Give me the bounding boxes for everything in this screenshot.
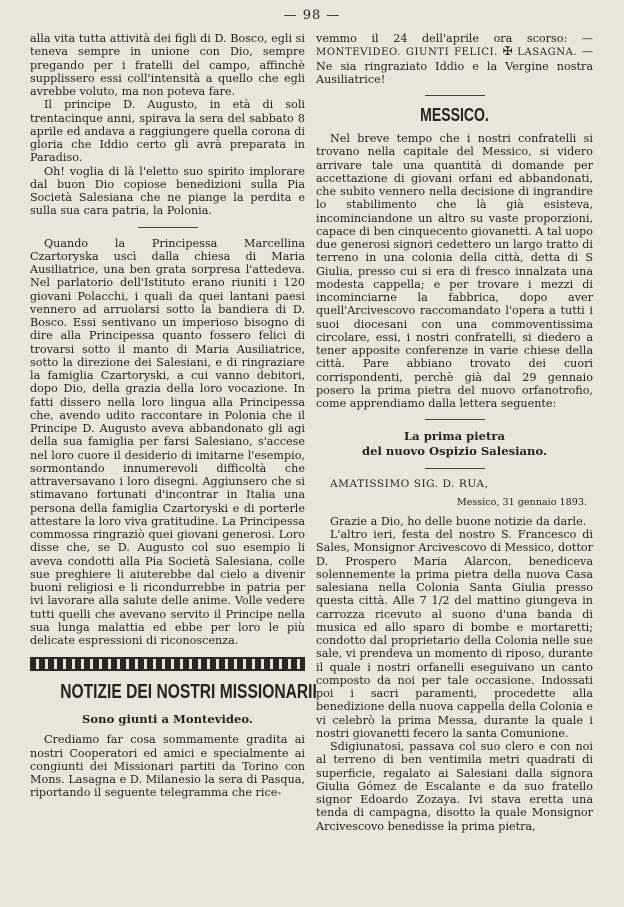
subheading: Sono giunti a Montevideo.: [82, 712, 253, 727]
paragraph: Oh! voglia di là l'eletto suo spirito implorare dal buon Dio copiose benedizioni sulla Pia Società Salesiana che ne piange la perdita e sulla sua cara patria, la Polonia.: [30, 164, 305, 218]
divider: [425, 95, 485, 96]
subheading: [316, 429, 593, 459]
dateline: Messico, 31 gennaio 1893.: [456, 496, 587, 508]
divider: [425, 468, 485, 469]
section-title: NOTIZIE DEI NOSTRI MISSIONARII: [60, 681, 317, 704]
page-number: — 98 —: [283, 8, 341, 23]
telegram-text: MONTEVIDEO. GIUNTI FELICI.: [316, 47, 498, 59]
paragraph: Grazie a Dio, ho delle buone notizie da darle.: [330, 514, 587, 528]
right-column: [316, 32, 593, 833]
cross-icon: ✠: [502, 44, 513, 59]
paragraph: L'altro ieri, festa del nostro S. Francesco di Sales, Monsignor Arcivescovo di Messico, dottor D. Prospero Maria Alarcon, benediceva solennemente la prima pietra della nuova Casa salesiana nella Colonia Santa Giulia presso questa città. Alle 7 1/2 del mattino giungeva in carrozza ricevuto al suono d'una banda di musica ed allo sparo di bombe e mortaretti; condotto dal proprietario della Colonia nelle sue sale, vi prendeva un momento di riposo, durante il quale i nostri orfanelli eseguivano un canto composto da noi per tale occasione. Indossati poi i sacri paramenti, procedette alla benedizione della nuova cappella della Colonia e vi celebrò la prima Messa, durante la quale i nostri giovanetti fecero la santa Comunione.: [316, 528, 593, 740]
salutation: AMATISSIMO SIG. D. RUA,: [330, 478, 489, 491]
paragraph: Crediamo far cosa sommamente gradita ai nostri Cooperatori ed amici e specialmente ai congiunti dei Missionari partiti da Torino con Mons. Lasagna e D. Milanesio la sera di Pasqua, riportando il seguente telegramma che rice-: [30, 733, 305, 800]
paragraph: Il principe D. Augusto, in età di soli trentacinque anni, spirava la sera del sabbato 8 aprile ed andava a raggiungere quella corona di gloria che Iddio certo gli avrà preparata in Paradiso.: [30, 98, 305, 165]
paragraph: Nel breve tempo che i nostri confratelli si trovano nella capitale del Messico, si videro arrivare tale una quantità di domande per accettazione di giovani orfani ed abbandonati, che subito vennero nella decisione di ingrandire lo stabilimento che là già esisteva, incominciandone un altro su vaste proporzioni, capace di ben cinquecento giovanetti. A tal uopo due generosi signori cedettero un largo tratto di terreno in una colonia della città, detta di S Giulia, presso cui si era di fresco innalzata una modesta cappella; e per trovare i mezzi di incominciarne la fabbrica, dopo aver quell'Arcivescovo raccomandato l'opera a tutti i suoi diocesani con una commoventissima circolare, essi, i nostri confratelli, si diedero a tener apposite conferenze in varie chiese della città. Pare abbiano trovato dei cuori corrispondenti, perchè già dal 29 gennaio posero la prima pietra del nuovo orfanotrofio, come apprendiamo dalla lettera seguente:: [316, 132, 593, 410]
paragraph: Quando la Principessa Marcellina Czartoryska uscì dalla chiesa di Maria Ausiliatrice, una ben grata sorpresa l'attedeva. Nel parlatorio dell'Istituto erano riuniti i 120 giovani Polacchi, i quali da quei lantani paesi vennero ad arruolarsi sotto la bandiera di D. Bosco. Essi sentivano un imperioso bisogno di dire alla Principessa quanto fossero felici di trovarsi sotto il manto di Maria Ausiliatrice, sotto la direzione dei Salesiani, e di ringraziare la famiglia Czartoryski, a cui vanno debitori, dopo Dio, della grazia della loro vocazione. In fatti dissero nella loro lingua alla Principessa che, avendo udito raccontare in Polonia che il Principe D. Augusto aveva abbandonato gli agi della sua famiglia per farsi Salesiano, s'accese nel loro cuore il desiderio di imitarne l'esempio, sormontando innumerevoli difficoltà che attraversavano i loro disegni. Aggiunsero che si stimavano fortunati d'incontrar in Italia una persona della famiglia Czartoryski e di porterle attestare la loro viva gratitudine. La Principessa commossa ringraziò quei giovani generosi. Loro disse che, se D. Augusto col suo esempio li aveva condotti alla Pia Società Salesiana, colle sue preghiere li aiuterebbe dal cielo a divenir buoni religiosi e li ricondurrebbe in patria per ivi lavorare alla salute delle anime. Volle vedere tutti quelli che avevano servito il Principe nella sua lunga malattia ed ebbe per loro le più delicate espressioni di riconoscenza.: [30, 236, 305, 647]
ornamental-border: [30, 657, 305, 671]
paragraph: Sdigiunatosi, passava col suo clero e con noi al terreno di ben ventimila metri quadrati di superficie, regalato ai Salesiani dalla signora Giulia Gómez de Escalante e da suo fratello signor Edoardo Zozaya. Ivi stava eretta una tenda di campagna, disotto la quale Monsignor Arcivescovo benedisse la prima pietra,: [316, 740, 593, 833]
paragraph: alla vita tutta attività dei figli di D. Bosco, egli si teneva sempre in unione con Dio, sempre pregando per i fratelli del campo, affinchè supplissero essi coll'intensità a quello che egli avrebbe voluto, ma non poteva fare.: [30, 32, 305, 98]
paragraph-text: — Ne sia ringraziato Iddio e la Vergine nostra Ausiliatrice!: [316, 45, 594, 86]
subheading-line: La prima pietra: [404, 429, 505, 444]
section-title: MESSICO.: [420, 105, 489, 125]
subheading-line: del nuovo Ospizio Salesiano.: [361, 444, 548, 459]
telegram-signature: LASAGNA.: [517, 47, 578, 59]
telegram-paragraph: [316, 32, 593, 86]
left-column: [30, 32, 317, 800]
divider: [425, 419, 485, 420]
paragraph-text: vemmo il 24 dell'aprile ora scorso: —: [316, 32, 593, 45]
divider: [138, 227, 198, 228]
